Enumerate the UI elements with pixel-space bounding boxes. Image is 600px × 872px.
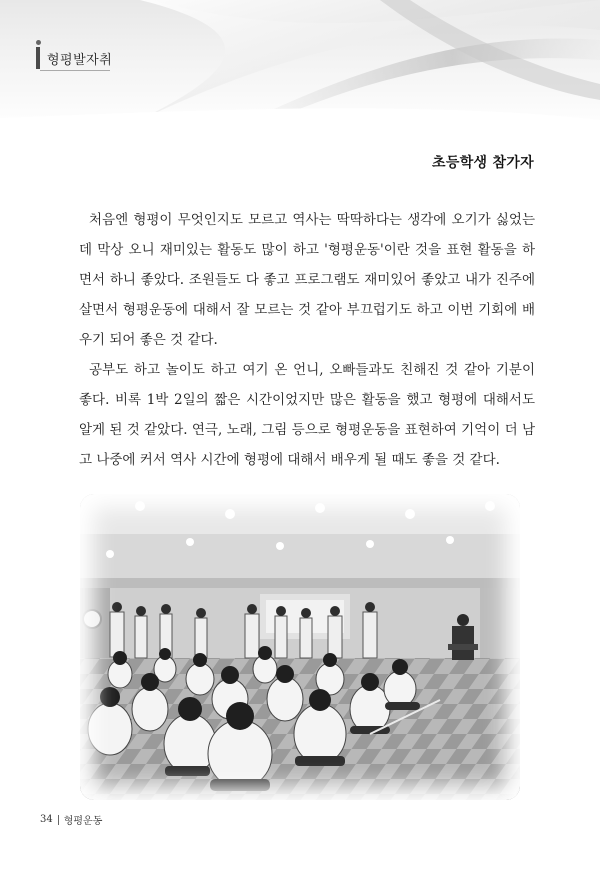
photo-illustration [80, 494, 520, 800]
footer-title: 형평운동 [63, 816, 103, 827]
paragraph-2: 공부도 하고 놀이도 하고 여기 온 언니, 오빠들과도 친해진 것 같아 기분이 좋다. 비록 1박 2일의 짧은 시간이었지만 많은 활동을 했고 형평에 대해서도 알게 된 것 같았다. 연극, 노래, 그림 등으로 형평운동을 표현하여 기억이 더 남고 나중에 커서 역사 시간에 형평에 대해서 배우게 될 때도 좋을 것 같다. [79, 362, 535, 468]
group-photo [80, 494, 520, 800]
subheading: 초등학생 참가자 [432, 155, 534, 171]
page-footer [40, 812, 102, 827]
tab-dot [36, 40, 41, 45]
paragraph-1: 처음엔 형평이 무엇인지도 모르고 역사는 딱딱하다는 생각에 오기가 싫었는데 막상 오니 재미있는 활동도 많이 하고 '형평운동'이란 것을 표현 활동을 하면서 하니 좋았다. 조원들도 다 좋고 프로그램도 재미있어 좋았고 내가 진주에 살면서 형평운동에 대해서 잘 모르는 것 같아 부끄럽기도 하고 이번 기회에 배우기 되어 좋은 것 같다. [79, 212, 535, 348]
body-text [79, 205, 535, 475]
page-header [0, 0, 600, 130]
section-label: 형평발자취 [47, 52, 113, 68]
footer-separator [58, 815, 59, 825]
section-tab [36, 44, 112, 72]
tab-bar [36, 47, 40, 69]
tab-underline [40, 70, 110, 71]
page-number: 34 [40, 814, 53, 825]
